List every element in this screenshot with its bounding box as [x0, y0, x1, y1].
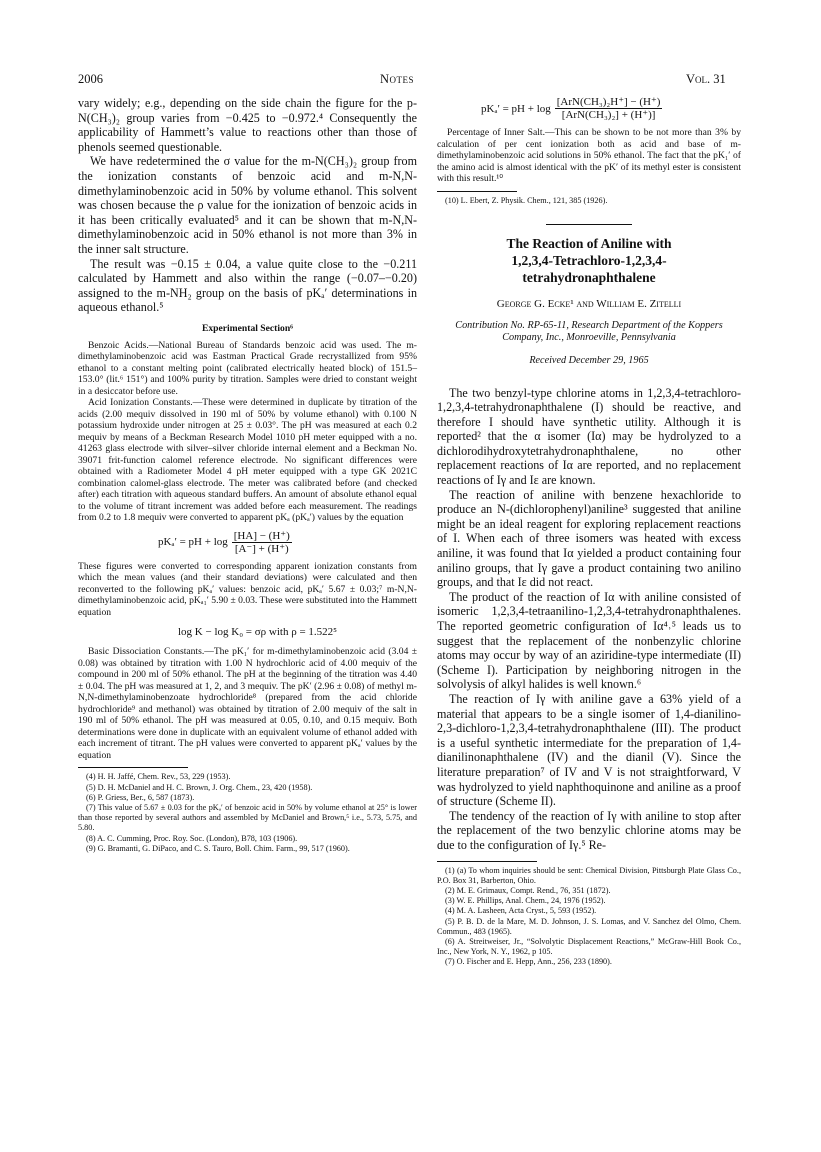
- right-paragraph-1: The two benzyl-type chlorine atoms in 1,2,3,4-tetrachloro-1,2,3,4-tetrahydronaphthalene (I) should be reactive, and therefore I should have synthetic utility. Although it is reported² that the α isomer (Iα) may be hydrolyzed to a dichlorodihydroxytetrahydronaphthalene, no other replacement reactions of Iα are reported, and no replacement reactions of Iγ and Iε are known.: [437, 385, 741, 488]
- footnote-rule-right: [437, 861, 537, 862]
- equation-3-lhs: pKₐ′ = pH + log: [481, 102, 551, 115]
- left-footnotes: [78, 772, 417, 854]
- footnote-rule-right-top: [437, 191, 517, 192]
- article-authors: George G. Ecke¹ and William E. Zitelli: [496, 297, 682, 310]
- equation-3-fraction: [555, 96, 663, 121]
- benzoic-acids-paragraph: Benzoic Acids.—National Bureau of Standards benzoic acid was used. The m-dimethylaminobenzoic acid was Eastman Practical Grade recrystallized from 95% ethanol to a constant melting point (calibrated electrically heated block) of 151.5–153.0° (lit.⁶ 151°) and 100% purity by titration. Samples were dried to constant weight in a desiccator before use.: [78, 339, 417, 397]
- experimental-section-heading: Experimental Section⁶: [201, 322, 294, 334]
- left-column: [78, 96, 417, 854]
- article-title-line-1: The Reaction of Aniline with: [506, 235, 672, 251]
- equation-3: [481, 96, 741, 121]
- basic-dissociation-paragraph: Basic Dissociation Constants.—The pK₁′ for m-dimethylaminobenzoic acid (3.04 ± 0.08) was obtained by titration with 1.00 N hydrochloric acid of 4.00 mequiv of the compound in 200 ml of 50% ethanol. The pH at the beginning of the titration was 4.40 ± 0.04. The pH was measured at 1, 2, and 3 mequiv. The pK′ (2.96 ± 0.08) of methyl m-N,N-dimethylaminobenzoate hydrochloride⁸ (prepared from the acid chloride hydrochloride⁹ and methanol) was obtained by titration of 2.00 mequiv of the salt in 190 ml of 50% ethanol. The pH was measured at 0.05, 0.10, and 0.15 mequiv. Both determinations were done in duplicate with an equivalent volume of ethanol added with each increment of titrant. The pH values were converted to apparent pKₐ′ values by the equation: [78, 646, 417, 761]
- footnote-r5: (5) P. B. D. de la Mare, M. D. Johnson, J. S. Lomas, and V. Sanchez del Olmo, Chem. Commun., 483 (1965).: [437, 916, 741, 936]
- article-title-line-2: 1,2,3,4-Tetrachloro-1,2,3,4-: [511, 252, 667, 268]
- footnote-r6: (6) A. Streitweiser, Jr., “Solvolytic Displacement Reactions,” McGraw-Hill Book Co., Inc., New York, N. Y., 1962, p 105.: [437, 936, 741, 957]
- footnote-r2: (2) M. E. Grimaux, Compt. Rend., 76, 351 (1872).: [445, 885, 611, 895]
- equation-1-fraction: [232, 530, 292, 555]
- equation-1-lhs: pKₐ′ = pH + log: [158, 536, 228, 549]
- page-number: 2006: [78, 72, 103, 86]
- right-footnotes: [437, 866, 741, 968]
- inner-salt-paragraph: Percentage of Inner Salt.—This can be shown to be not more than 3% by calculation of per cent ionization both as acid and base of m-dimethylaminobenzoic acid solutions in 50% ethanol. The fact that the pK₁′ of the amino acid is almost identical with the pK′ of its methyl ester is consistent with this result.¹⁰: [437, 127, 741, 184]
- footnote-7: (7) This value of 5.67 ± 0.03 for the pKₐ′ of benzoic acid in 50% by volume ethanol at 25° is lower than those reported by several authors and assembled by McDaniel and Brown,⁵ i.e., 5.73, 5.75, and 5.80.: [78, 803, 417, 833]
- received-date: Received December 29, 1965: [529, 354, 649, 366]
- volume-label: Vol. 31: [686, 72, 726, 86]
- after-equation-1-paragraph: These figures were converted to corresponding apparent ionization constants from which the mean values (and their standard deviations) were calculated and then reconverted to the following pKₐ′ values: benzoic acid, pKₐ′ 5.67 ± 0.03;⁷ m-N,N-dimethylaminobenzoic acid, pKₐ₁′ 5.90 ± 0.03. These were substituted into the Hammett equation: [78, 560, 418, 618]
- article-separator: [546, 224, 632, 225]
- left-paragraph-3: The result was −0.15 ± 0.04, a value quite close to the −0.211 calculated by Hammett and also within the range (−0.07–−0.20) assigned to the m-NH₂ group on the basis of pKₐ′ determinations in aqueous ethanol.⁵: [78, 256, 417, 315]
- equation-1-numerator: [HA] − (H⁺): [233, 529, 290, 542]
- footnote-9: (9) G. Bramanti, G. DiPaco, and C. S. Tauro, Boll. Chim. Farm., 99, 517 (1960).: [86, 843, 350, 853]
- footnote-6: (6) P. Griess, Ber., 6, 587 (1873).: [86, 792, 195, 802]
- footnote-10: (10) L. Ebert, Z. Physik. Chem., 121, 385 (1926).: [445, 195, 608, 205]
- equation-3-denominator: [ArN(CH₃)₂] + (H⁺)]: [561, 109, 656, 121]
- footnote-5: (5) D. H. McDaniel and H. C. Brown, J. Org. Chem., 23, 420 (1958).: [86, 782, 313, 792]
- footnote-r7: (7) O. Fischer and E. Hepp, Ann., 256, 233 (1890).: [445, 957, 612, 967]
- right-column: [437, 96, 741, 968]
- equation-3-numerator: [ArN(CH₃)₂H⁺] − (H⁺): [556, 96, 661, 108]
- footnote-4: (4) H. H. Jaffé, Chem. Rev., 53, 229 (1953).: [86, 772, 231, 782]
- footnote-rule-left: [78, 767, 188, 768]
- right-paragraph-2: The reaction of aniline with benzene hexachloride to produce an N-(dichlorophenyl)aniline³ suggested that aniline might be an ideal reagent for exploring replacement reactions of I. When each of three isomers was heated with excess aniline, it was found that Iα yielded a product containing four anilino groups, that Iγ gave a product containing two anilino groups, and that Iε did not react.: [437, 487, 741, 590]
- equation-1: [158, 530, 417, 555]
- equation-1-denominator: [A⁻] + (H⁺): [234, 542, 289, 555]
- equation-2: log K − log K₀ = σρ with ρ = 1.522⁵: [178, 626, 337, 639]
- right-paragraph-4: The reaction of Iγ with aniline gave a 63% yield of a material that appears to be a single isomer of 1,4-dianilino-2,3-dichloro-1,2,3,4-tetrahydronaphthalene (III). The product is a useful synthetic intermediate for the preparation of 1,4-dianilinonaphthalene (IV) and the dianil (V). Since the literature preparation⁷ of IV and V is not straightforward, V was hydrolyzed to yield naphthoquinone and aniline as a proof of structure (Scheme II).: [437, 691, 741, 809]
- running-title: Notes: [380, 72, 415, 86]
- footnote-8: (8) A. C. Cumming, Proc. Roy. Soc. (London), B78, 103 (1906).: [86, 833, 298, 843]
- acid-ionization-paragraph: Acid Ionization Constants.—These were determined in duplicate by titration of the acids (2.00 mequiv dissolved in 190 ml of 50% by volume ethanol) with 0.100 N potassium hydroxide under nitrogen at 25 ± 0.03°. The pH was measured at each 0.2 mequiv by means of a Beckman Research Model 1010 pH meter equipped with a no. 41263 glass electrode with silver–silver chloride internal element and a Beckman No. 39071 frit-function calomel reference electrode. No significant differences were obtained with a Radiometer Model 4 pH meter equipped with a type GK 2021C combination calomel-glass electrode. The meter was calibrated before (and checked after) each titration with aqueous standard buffers. An amount of absolute ethanol equal to the volume of titrant increment was added before each measurement. The readings from 0.2 to 1.8 mequiv were converted to apparent pKₐ (pKₐ′) values by the equation: [78, 397, 417, 524]
- right-paragraph-3: The product of the reaction of Iα with aniline consisted of isomeric 1,2,3,4-tetraanilino-1,2,3,4-tetrahydronaphthalenes. The reported geometric configuration of Iα⁴˒⁵ leads us to suggest that the replacement of the nonbenzylic chlorine atoms may occur by way of an aziridine-type intermediate (II) (Scheme I). Participation by neighboring nitrogen in the solvolysis of alkyl halides is well known.⁶: [437, 589, 741, 692]
- article-title-line-3: tetrahydronaphthalene: [522, 269, 656, 285]
- article-affiliation: Contribution No. RP-65-11, Research Department of the Koppers Company, Inc., Monroeville, Pennsylvania: [455, 319, 723, 344]
- footnote-r1: (1) (a) To whom inquiries should be sent: Chemical Division, Pittsburgh Plate Glass Co., P.O. Box 31, Barberton, Ohio.: [437, 865, 741, 885]
- left-paragraph-2: We have redetermined the σ value for the m-N(CH₃)₂ group from the ionization constants of benzoic acid and m-N,N-dimethylaminobenzoic acid in 50% by volume ethanol. This solvent was chosen because the ρ value for the ionization of benzoic acids in it has been critically evaluated⁵ and it can be shown that m-N,N-dimethylaminobenzoic acid in 50% ethanol is not more than 3% in the inner salt structure.: [78, 154, 417, 256]
- right-paragraph-5: The tendency of the reaction of Iγ with aniline to stop after the replacement of the two benzylic chlorine atoms may be due to the configuration of Iγ.⁵ Re-: [437, 808, 741, 852]
- footnote-r3: (3) W. E. Phillips, Anal. Chem., 24, 1976 (1952).: [445, 896, 606, 906]
- left-paragraph-1: vary widely; e.g., depending on the side chain the figure for the p-N(CH₃)₂ group varies from −0.425 to −0.972.⁴ Consequently the applicability of Hammett’s value to reactions other than those of phenols seemed questionable.: [78, 96, 417, 154]
- footnote-r4: (4) M. A. Lasheen, Acta Cryst., 5, 593 (1952).: [445, 906, 597, 916]
